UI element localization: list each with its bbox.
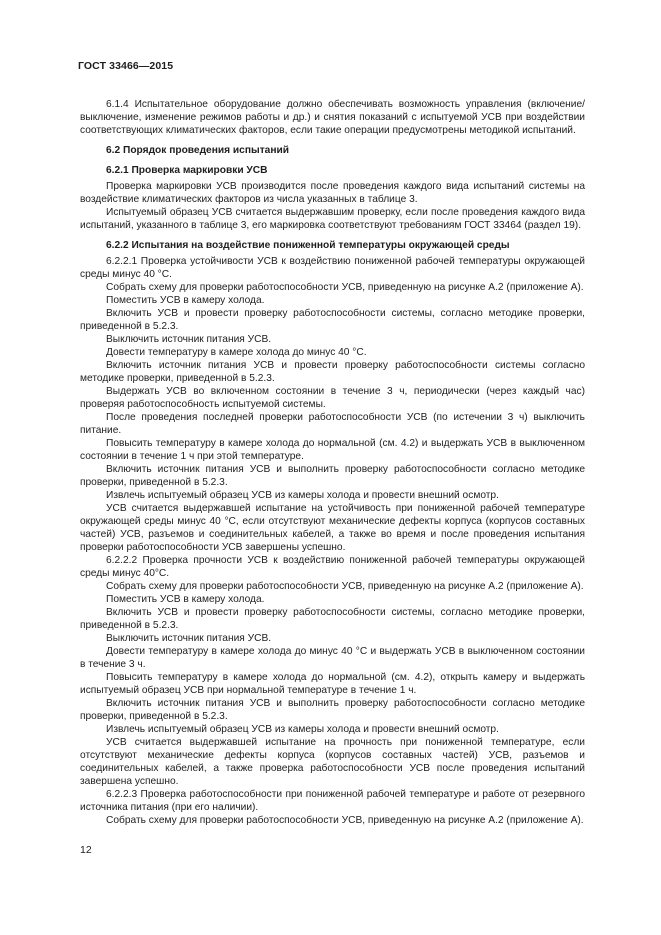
paragraph: Включить источник питания УСВ и выполнить проверку работоспособности согласно методике проверки, приведенной в 5.2.3. [80,464,585,488]
paragraph: УСВ считается выдержавшей испытание на прочность при пониженной температуре, если отсутствуют механические дефекты корпуса (корпусов составных частей) УСВ, разъемов и соединительных кабелей, а также проверка работоспособности УСВ после проведения испытаний завершена успешно. [80,737,585,787]
paragraph: Довести температуру в камере холода до минус 40 °С. [106,347,367,358]
paragraph: Повысить температуру в камере холода до нормальной (см. 4.2), открыть камеру и выдержать испытуемый образец УСВ при нормальной температуре в течение 1 ч. [80,672,585,696]
paragraph: Включить источник питания УСВ и выполнить проверку работоспособности согласно методике проверки, приведенной в 5.2.3. [80,698,585,722]
paragraph: Довести температуру в камере холода до минус 40 °С и выдержать УСВ в выключенном состоянии в течение 3 ч. [80,646,585,670]
paragraph-6-2-2-3: 6.2.2.3 Проверка работоспособности при пониженной рабочей температуре и работе от резервного источника питания (при его наличии). [80,789,585,813]
paragraph: Выключить источник питания УСВ. [106,334,272,345]
paragraph-6-1-4: 6.1.4 Испытательное оборудование должно обеспечивать возможность управления (включение/выключение, изменение режимов работы и др.) и снятия показаний с испытуемой УСВ при воздействии соответствующих климатических факторов, если такие операции предусмотрены методикой испытаний. [80,99,585,136]
paragraph: Собрать схему для проверки работоспособности УСВ, приведенную на рисунке А.2 (приложение А). [106,581,584,592]
paragraph: Выдержать УСВ во включенном состоянии в течение 3 ч, периодически (через каждый час) проверяя работоспособность испытуемой системы. [80,386,585,410]
paragraph: Включить УСВ и провести проверку работоспособности системы, согласно методике проверки, приведенной в 5.2.3. [80,308,585,332]
paragraph: Поместить УСВ в камеру холода. [106,594,265,605]
document-header: ГОСТ 33466—2015 [78,60,174,72]
paragraph: После проведения последней проверки работоспособности УСВ (по истечении 3 ч) выключить питание. [80,412,585,436]
paragraph-6-2-2-1: 6.2.2.1 Проверка устойчивости УСВ к воздействию пониженной рабочей температуры окружающей среды минус 40 °С. [80,256,585,280]
subsection-heading-6-2-2: 6.2.2 Испытания на воздействие пониженной температуры окружающей среды [106,240,510,251]
paragraph: Включить УСВ и провести проверку работоспособности системы, согласно методике проверки, приведенной в 5.2.3. [80,607,585,631]
paragraph: Проверка маркировки УСВ производится после проведения каждого вида испытаний системы на воздействие климатических факторов из числа указанных в таблице 3. [80,181,585,205]
paragraph: Извлечь испытуемый образец УСВ из камеры холода и провести внешний осмотр. [106,724,499,735]
paragraph: Выключить источник питания УСВ. [106,633,272,644]
paragraph: УСВ считается выдержавшей испытание на устойчивость при пониженной рабочей температуре окружающей среды минус 40 °С, если отсутствуют механические дефекты корпуса (корпусов составных частей) УСВ, разъемов и соединительных кабелей, а также во время и после проведения испытания проверки работоспособности УСВ завершены успешно. [80,503,585,553]
section-heading-6-2: 6.2 Порядок проведения испытаний [106,145,290,156]
paragraph: Включить источник питания УСВ и провести проверку работоспособности системы согласно методике проверки, приведенной в 5.2.3. [80,360,585,384]
paragraph: Собрать схему для проверки работоспособности УСВ, приведенную на рисунке А.2 (приложение А). [106,282,584,293]
page-body [80,98,585,827]
paragraph: Поместить УСВ в камеру холода. [106,295,265,306]
paragraph-6-2-2-2: 6.2.2.2 Проверка прочности УСВ к воздействию пониженной рабочей температуры окружающей среды минус 40°С. [80,555,585,579]
page-number: 12 [80,844,92,856]
paragraph: Испытуемый образец УСВ считается выдержавшим проверку, если после проведения каждого вида испытаний, указанного в таблице 3, его маркировка соответствуют требованиям ГОСТ 33464 (раздел 19). [80,207,585,231]
paragraph: Собрать схему для проверки работоспособности УСВ, приведенную на рисунке А.2 (приложение А). [106,815,584,826]
paragraph: Повысить температуру в камере холода до нормальной (см. 4.2) и выдержать УСВ в выключенном состоянии в течение 1 ч при этой температуре. [80,438,585,462]
paragraph: Извлечь испытуемый образец УСВ из камеры холода и провести внешний осмотр. [106,490,499,501]
subsection-heading-6-2-1: 6.2.1 Проверка маркировки УСВ [106,165,268,176]
